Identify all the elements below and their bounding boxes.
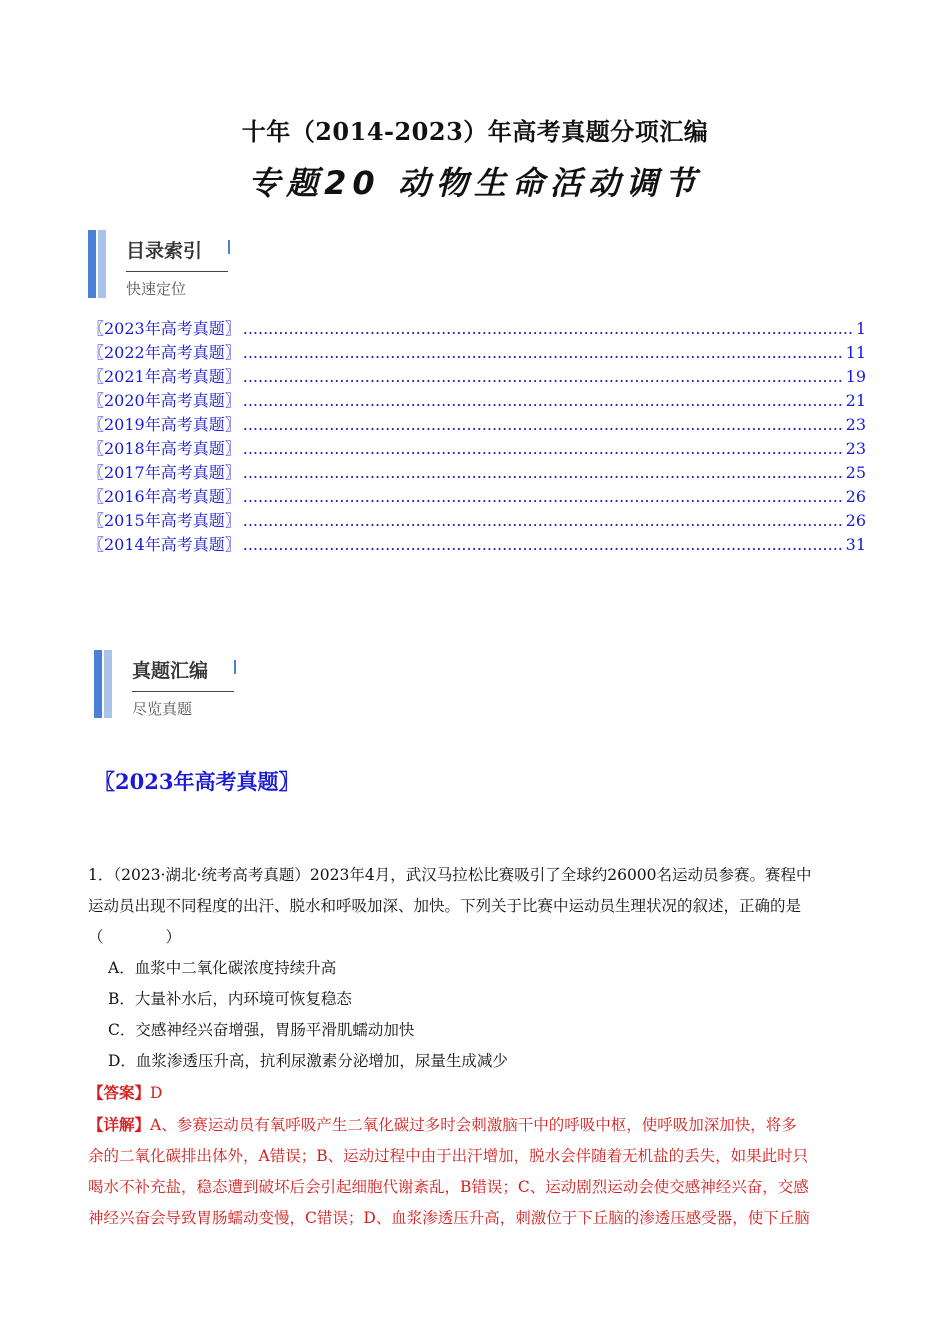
toc-entry-page[interactable]: 26 bbox=[845, 511, 866, 530]
explanation-line: 喝水不补充盐，稳态遭到破坏后会引起细胞代谢紊乱，B错误；C、运动剧烈运动会使交感神经兴奋，交感 bbox=[88, 1178, 809, 1196]
toc-entry-label[interactable]: 〖2022年高考真题〗 bbox=[88, 343, 241, 362]
option-c: C．交感神经兴奋增强，胃肠平滑肌蠕动加快 bbox=[108, 1021, 415, 1039]
toc-leader-dots bbox=[243, 367, 844, 386]
table-of-contents bbox=[88, 316, 866, 556]
toc-entry-page[interactable]: 23 bbox=[845, 415, 866, 434]
toc-entry[interactable] bbox=[88, 388, 866, 412]
toc-entry-label[interactable]: 〖2017年高考真题〗 bbox=[88, 463, 241, 482]
toc-entry[interactable] bbox=[88, 484, 866, 508]
toc-entry[interactable] bbox=[88, 508, 866, 532]
section-divider bbox=[132, 691, 234, 692]
toc-entry[interactable] bbox=[88, 412, 866, 436]
toc-entry[interactable] bbox=[88, 364, 866, 388]
toc-entry-page[interactable]: 11 bbox=[845, 343, 866, 362]
section-bar-dark bbox=[88, 230, 96, 298]
toc-section-heading: 目录索引 bbox=[126, 240, 203, 262]
document-title: 十年（2014-2023）年高考真题分项汇编 bbox=[241, 117, 709, 146]
section-bar-dark bbox=[94, 650, 102, 718]
explanation-text: A、参赛运动员有氧呼吸产生二氧化碳过多时会刺激脑干中的呼吸中枢，使呼吸加深加快，将多 bbox=[150, 1116, 797, 1134]
toc-leader-dots bbox=[243, 487, 844, 506]
toc-entry-label[interactable]: 〖2015年高考真题〗 bbox=[88, 511, 241, 530]
toc-entry[interactable] bbox=[88, 340, 866, 364]
section-cursor-mark bbox=[234, 660, 236, 674]
option-b: B．大量补水后，内环境可恢复稳态 bbox=[108, 990, 352, 1008]
toc-leader-dots bbox=[243, 343, 844, 362]
explanation-line bbox=[88, 1109, 864, 1141]
toc-leader-dots bbox=[243, 463, 844, 482]
toc-entry-page[interactable]: 23 bbox=[845, 439, 866, 458]
toc-entry-page[interactable]: 19 bbox=[845, 367, 866, 386]
exam-section-header bbox=[94, 650, 314, 722]
explanation-line: 余的二氧化碳排出体外，A错误；B、运动过程中由于出汗增加，脱水会伴随着无机盐的丢失，如果此时只 bbox=[88, 1147, 809, 1165]
toc-entry-label[interactable]: 〖2018年高考真题〗 bbox=[88, 439, 241, 458]
toc-leader-dots bbox=[243, 391, 844, 410]
toc-entry-page[interactable]: 1 bbox=[855, 319, 866, 338]
toc-entry-page[interactable]: 26 bbox=[845, 487, 866, 506]
option-a: A．血浆中二氧化碳浓度持续升高 bbox=[108, 959, 337, 977]
toc-entry[interactable] bbox=[88, 436, 866, 460]
toc-leader-dots bbox=[243, 535, 844, 554]
toc-leader-dots bbox=[243, 415, 844, 434]
toc-entry-label[interactable]: 〖2016年高考真题〗 bbox=[88, 487, 241, 506]
question-1 bbox=[88, 860, 864, 1234]
toc-section-header bbox=[88, 230, 308, 302]
toc-leader-dots bbox=[243, 439, 844, 458]
exam-section-subheading: 尽览真题 bbox=[132, 700, 193, 718]
year-heading: 〖2023年高考真题〗 bbox=[94, 769, 300, 794]
toc-leader-dots bbox=[243, 319, 854, 338]
topic-title: 专题20 动物生命活动调节 bbox=[248, 164, 702, 202]
toc-entry[interactable] bbox=[88, 460, 866, 484]
question-stem-line: 1．（2023·湖北·统考高考真题）2023年4月，武汉马拉松比赛吸引了全球约26000名运动员参赛。赛程中 bbox=[88, 866, 812, 884]
toc-entry-label[interactable]: 〖2021年高考真题〗 bbox=[88, 367, 241, 386]
toc-entry-page[interactable]: 25 bbox=[845, 463, 866, 482]
section-cursor-mark bbox=[228, 240, 230, 254]
toc-entry-label[interactable]: 〖2023年高考真题〗 bbox=[88, 319, 241, 338]
answer-tag: 【答案】 bbox=[88, 1083, 151, 1102]
toc-entry[interactable] bbox=[88, 532, 866, 556]
option-d: D．血浆渗透压升高，抗利尿激素分泌增加，尿量生成减少 bbox=[108, 1052, 508, 1070]
toc-entry-label[interactable]: 〖2014年高考真题〗 bbox=[88, 535, 241, 554]
toc-leader-dots bbox=[243, 511, 844, 530]
toc-entry-label[interactable]: 〖2019年高考真题〗 bbox=[88, 415, 241, 434]
toc-entry-page[interactable]: 21 bbox=[845, 391, 866, 410]
exam-section-heading: 真题汇编 bbox=[132, 660, 209, 682]
toc-entry-page[interactable]: 31 bbox=[845, 535, 866, 554]
section-divider bbox=[126, 271, 228, 272]
question-stem-line: （ ） bbox=[88, 928, 182, 946]
question-stem-line: 运动员出现不同程度的出汗、脱水和呼吸加深、加快。下列关于比赛中运动员生理状况的叙述，正确的是 bbox=[88, 897, 802, 915]
toc-entry-label[interactable]: 〖2020年高考真题〗 bbox=[88, 391, 241, 410]
toc-entry[interactable] bbox=[88, 316, 866, 340]
section-bar-light bbox=[104, 650, 112, 718]
toc-section-subheading: 快速定位 bbox=[126, 280, 187, 298]
section-bar-light bbox=[98, 230, 106, 298]
explanation-line: 神经兴奋会导致胃肠蠕动变慢，C错误；D、血浆渗透压升高，刺激位于下丘脑的渗透压感受器，使下丘脑 bbox=[88, 1209, 810, 1227]
answer-value: D bbox=[150, 1084, 163, 1102]
answer-line bbox=[88, 1077, 864, 1109]
explanation-tag: 【详解】 bbox=[88, 1115, 151, 1134]
